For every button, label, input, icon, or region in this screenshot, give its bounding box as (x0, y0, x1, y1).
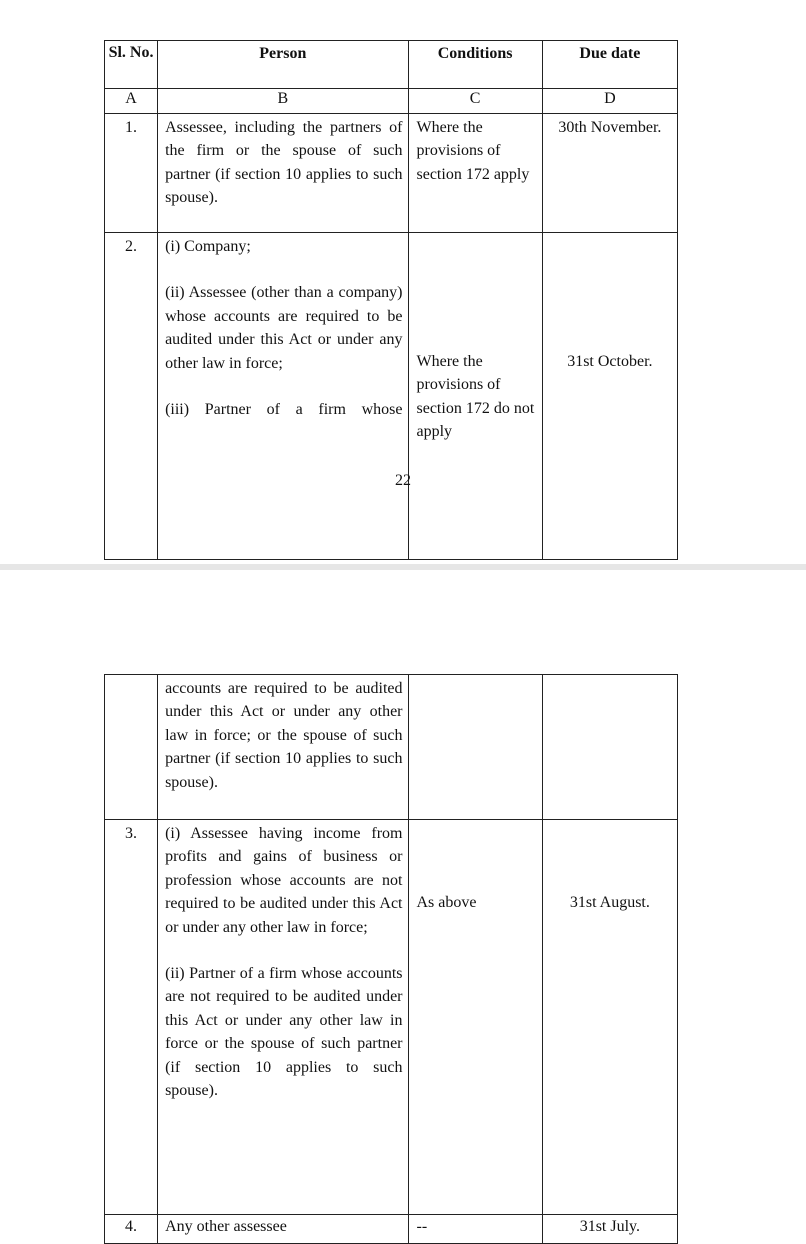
header-due-date: Due date (542, 41, 677, 89)
person-clause-ii: (ii) Partner of a firm whose accounts are not required to be audited under this Act or under any other law in force or the spouse of such partner (if section 10 applies to such spouse). (165, 965, 403, 1100)
row-condition: Where the provisions of section 172 apply (408, 114, 542, 233)
person-clause-iii: (iii) Partner of a firm whose (165, 401, 403, 419)
table-header-row (105, 41, 678, 89)
row-person: Assessee, including the partners of the firm or the spouse of such partner (if section 10 applies to such spouse). (158, 114, 408, 233)
row-sl-no: 3. (105, 820, 158, 1215)
due-date-table-part-2 (104, 674, 678, 1244)
person-clause-i: (i) Company; (165, 238, 251, 255)
document-page-2 (0, 570, 806, 1235)
row-person: Any other assessee (158, 1215, 408, 1244)
row-sl-no: 2. (105, 233, 158, 560)
row-due-date (542, 675, 677, 820)
row-due-date: 30th November. (542, 114, 677, 233)
row-due-date: 31st July. (542, 1215, 677, 1244)
row-due-date: 31st October. (542, 233, 677, 560)
row-condition: As above (408, 820, 542, 1215)
table-row (105, 114, 678, 233)
row-condition: Where the provisions of section 172 do not apply (408, 233, 542, 560)
row-due-date: 31st August. (542, 820, 677, 1215)
table-row (105, 233, 678, 560)
page-number: 22 (395, 472, 411, 489)
row-condition: -- (408, 1215, 542, 1244)
row-person (158, 233, 408, 560)
row-person (158, 820, 408, 1215)
person-clause-ii: (ii) Assessee (other than a company) whose accounts are required to be audited under this Act or under any other law in force; (165, 284, 403, 372)
column-letter-b: B (158, 89, 408, 114)
column-letter-a: A (105, 89, 158, 114)
table-row (105, 820, 678, 1215)
table-row (105, 675, 678, 820)
header-person: Person (158, 41, 408, 89)
document-page-1 (0, 0, 806, 566)
person-clause-i: (i) Assessee having income from profits and gains of business or profession whose accounts are not required to be audited under this Act or under any other law in force; (165, 825, 403, 936)
row-sl-no (105, 675, 158, 820)
column-letter-row (105, 89, 678, 114)
column-letter-d: D (542, 89, 677, 114)
row-sl-no: 1. (105, 114, 158, 233)
header-conditions: Conditions (408, 41, 542, 89)
row-sl-no: 4. (105, 1215, 158, 1244)
column-letter-c: C (408, 89, 542, 114)
table-row (105, 1215, 678, 1244)
row-person: accounts are required to be audited under this Act or under any other law in force; or the spouse of such partner (if section 10 applies to such spouse). (158, 675, 408, 820)
header-sl-no: Sl. No. (105, 41, 158, 89)
row-condition (408, 675, 542, 820)
